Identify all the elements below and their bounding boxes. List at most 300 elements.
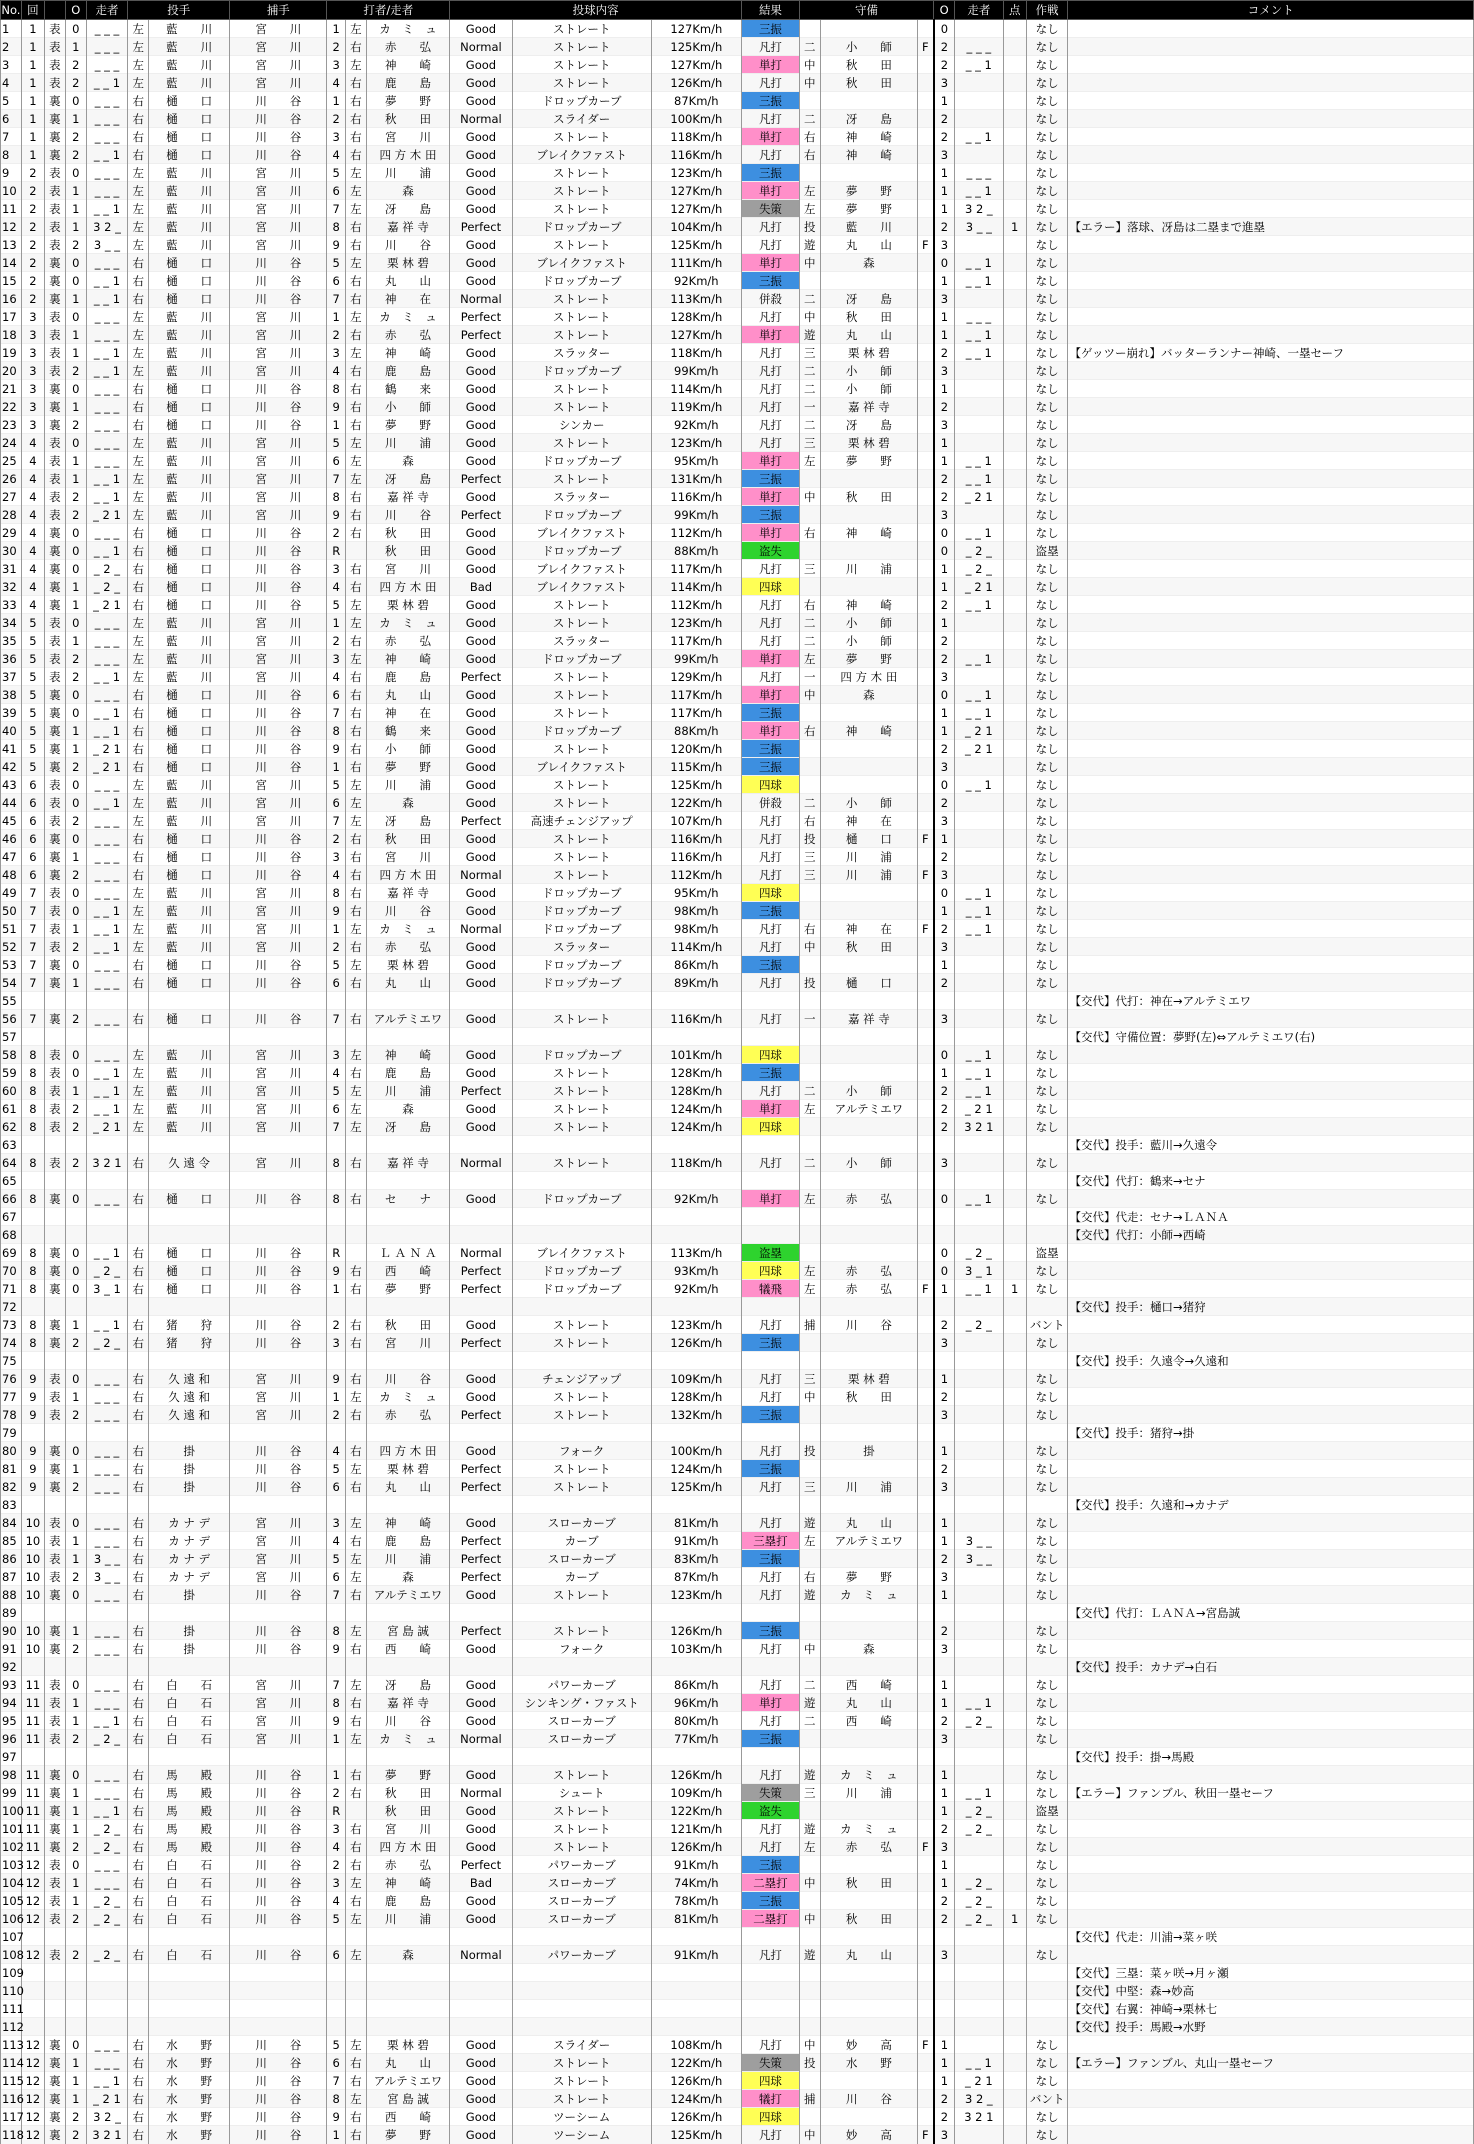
- cell-pitcher-hand: 右: [128, 524, 149, 542]
- cell-runners: 3 2 1: [86, 2126, 128, 2144]
- cell-comment: [1068, 1262, 1474, 1280]
- table-row: [1, 1334, 1474, 1352]
- cell-outs-after: 3: [934, 1406, 955, 1424]
- cell-strategy: [1026, 1352, 1068, 1370]
- cell-pitch-type: ドロップカーブ: [512, 1046, 651, 1064]
- cell-fielder: 嘉 祥 寺: [820, 398, 917, 416]
- cell-speed: 125Km/h: [651, 1478, 741, 1496]
- cell-pitch-type: シンカー: [512, 416, 651, 434]
- cell-speed: [651, 2000, 741, 2018]
- cell-half: 表: [44, 650, 65, 668]
- cell-fielder: [820, 1856, 917, 1874]
- cell-fielder: [820, 470, 917, 488]
- cell-row-no: 99: [1, 1784, 22, 1802]
- cell-strategy: なし: [1026, 2108, 1068, 2126]
- cell-quality: Good: [450, 2090, 513, 2108]
- cell-runs: [1003, 1802, 1026, 1820]
- cell-pitcher: [149, 992, 230, 1010]
- cell-fielder: 赤 弘: [820, 1838, 917, 1856]
- cell-bat-hand: 左: [345, 200, 366, 218]
- cell-outs: 1: [65, 182, 86, 200]
- cell-runs: [1003, 1316, 1026, 1334]
- cell-row-no: 56: [1, 1010, 22, 1028]
- cell-runners: 3 2 1: [86, 1154, 128, 1172]
- cell-fielder: 秋 田: [820, 1874, 917, 1892]
- cell-runners-after: _ _ 1: [955, 776, 1004, 794]
- cell-bat-order: 1: [327, 1280, 346, 1298]
- cell-comment: [1068, 1694, 1474, 1712]
- cell-runners: [86, 1424, 128, 1442]
- cell-catcher: 川 谷: [230, 2072, 327, 2090]
- header-half: [44, 1, 65, 20]
- cell-runners-after: [955, 992, 1004, 1010]
- cell-speed: 118Km/h: [651, 128, 741, 146]
- cell-outs-after: 1: [934, 614, 955, 632]
- cell-outs-after: [934, 992, 955, 1010]
- cell-pitcher: 藍 川: [149, 38, 230, 56]
- cell-pitcher: [149, 2000, 230, 2018]
- cell-runners-after: _ 2 1: [955, 578, 1004, 596]
- cell-runners-after: [955, 812, 1004, 830]
- cell-result: 凡打: [742, 434, 800, 452]
- cell-row-no: 87: [1, 1568, 22, 1586]
- cell-runners-after: _ 2 _: [955, 1244, 1004, 1262]
- cell-catcher: 宮 川: [230, 938, 327, 956]
- cell-batter: 四 方 木 田: [366, 866, 449, 884]
- cell-bat-hand: 右: [345, 704, 366, 722]
- cell-row-no: 115: [2, 2073, 24, 2088]
- cell-result: 単打: [742, 326, 800, 344]
- cell-result: 凡打: [742, 1154, 800, 1172]
- cell-outs: 0: [65, 380, 86, 398]
- cell-foul-flag: [917, 308, 933, 326]
- cell-inning: 12: [21, 2036, 44, 2054]
- cell-half: [44, 1982, 65, 2000]
- cell-comment: 【エラー】ファンブル、秋田一塁セーフ: [1068, 1784, 1474, 1802]
- cell-pitcher: 樋 口: [149, 542, 230, 560]
- cell-strategy: なし: [1026, 1946, 1068, 1964]
- cell-runners: _ _ _: [86, 1676, 128, 1694]
- cell-pitch-type: ストレート: [512, 1478, 651, 1496]
- cell-result: 凡打: [742, 1946, 800, 1964]
- cell-fielder: [820, 1424, 917, 1442]
- cell-runners-after: _ _ 1: [955, 1694, 1004, 1712]
- cell-bat-order: 3: [327, 848, 346, 866]
- cell-batter: 秋 田: [366, 1316, 449, 1334]
- cell-quality: Good: [450, 632, 513, 650]
- cell-comment: [1068, 650, 1474, 668]
- cell-row-no: 46: [1, 830, 22, 848]
- cell-bat-hand: 左: [345, 1082, 366, 1100]
- cell-strategy: なし: [1026, 200, 1068, 218]
- cell-pitcher: [149, 1028, 230, 1046]
- cell-half: 裏: [44, 686, 65, 704]
- cell-speed: 126Km/h: [651, 2108, 741, 2126]
- cell-strategy: なし: [1026, 164, 1068, 182]
- cell-strategy: [1026, 1658, 1068, 1676]
- cell-strategy: なし: [1026, 758, 1068, 776]
- cell-speed: 126Km/h: [651, 1334, 741, 1352]
- cell-bat-hand: 右: [345, 578, 366, 596]
- cell-bat-hand: 右: [345, 1766, 366, 1784]
- cell-runners-after: _ 2 _: [955, 1316, 1004, 1334]
- cell-runners: _ _ _: [86, 848, 128, 866]
- cell-bat-hand: 右: [345, 686, 366, 704]
- cell-pitcher: 久 遠 和: [149, 1388, 230, 1406]
- cell-outs: 1: [65, 344, 86, 362]
- cell-row-no: 61: [1, 1100, 22, 1118]
- cell-comment: [1068, 830, 1474, 848]
- cell-batter: 川 浦: [366, 1910, 449, 1928]
- cell-result: 単打: [742, 650, 800, 668]
- cell-result: 凡打: [742, 632, 800, 650]
- cell-runners: _ _ 1: [86, 74, 128, 92]
- cell-runs: [1003, 1370, 1026, 1388]
- cell-catcher: [230, 2018, 327, 2036]
- cell-strategy: なし: [1026, 254, 1068, 272]
- cell-outs-after: 1: [934, 380, 955, 398]
- cell-runners-after: [955, 380, 1004, 398]
- cell-quality: Good: [450, 452, 513, 470]
- cell-comment: 【交代】右翼：神崎→栗林七: [1068, 2000, 1474, 2018]
- cell-bat-hand: 右: [345, 866, 366, 884]
- cell-foul-flag: [917, 1712, 933, 1730]
- cell-pitch-type: カーブ: [512, 1532, 651, 1550]
- cell-half: 表: [44, 1118, 65, 1136]
- cell-speed: 116Km/h: [651, 848, 741, 866]
- cell-bat-hand: 右: [345, 722, 366, 740]
- cell-speed: 108Km/h: [651, 2036, 741, 2054]
- cell-runners: _ _ _: [86, 1190, 128, 1208]
- cell-outs: [65, 1208, 86, 1226]
- cell-runners: _ _ _: [86, 1856, 128, 1874]
- cell-half: 表: [44, 884, 65, 902]
- cell-result: [742, 1604, 800, 1622]
- cell-pitch-type: ツーシーム: [512, 2126, 651, 2144]
- cell-pitch-type: ドロップカーブ: [512, 722, 651, 740]
- cell-half: 表: [44, 1892, 65, 1910]
- cell-comment: 【交代】投手：久遠令→久遠和: [1068, 1352, 1474, 1370]
- cell-pitcher-hand: 右: [128, 596, 149, 614]
- cell-inning: 2: [21, 290, 44, 308]
- cell-half: 表: [44, 902, 65, 920]
- cell-result: 盗失: [742, 1802, 800, 1820]
- cell-quality: Good: [450, 902, 513, 920]
- cell-runners: _ 2 _: [86, 1946, 128, 1964]
- cell-fielder: [820, 776, 917, 794]
- cell-runners: [86, 1028, 128, 1046]
- cell-foul-flag: [917, 470, 933, 488]
- cell-pitcher-hand: 左: [128, 74, 149, 92]
- cell-pitcher: 藍 川: [149, 182, 230, 200]
- cell-speed: 124Km/h: [651, 2090, 741, 2108]
- cell-outs: 0: [65, 902, 86, 920]
- cell-bat-hand: 右: [345, 1190, 366, 1208]
- cell-batter: 赤 弘: [366, 938, 449, 956]
- cell-half: 裏: [44, 596, 65, 614]
- cell-foul-flag: [917, 686, 933, 704]
- table-row: [1, 1154, 1474, 1172]
- cell-fielder-pos: 三: [799, 866, 820, 884]
- cell-strategy: [1026, 1982, 1068, 2000]
- cell-runners-after: [955, 290, 1004, 308]
- cell-batter: 川 浦: [366, 776, 449, 794]
- cell-bat-hand: [345, 2000, 366, 2018]
- cell-pitcher-hand: 左: [128, 920, 149, 938]
- table-row: [1, 1622, 1474, 1640]
- cell-fielder-pos: 中: [799, 56, 820, 74]
- cell-runners-after: _ 2 _: [955, 1892, 1004, 1910]
- cell-comment: 【交代】代走：川浦→菜ヶ咲: [1068, 1928, 1474, 1946]
- cell-runs: [1003, 308, 1026, 326]
- cell-outs-after: 2: [934, 1118, 955, 1136]
- cell-comment: [1068, 38, 1474, 56]
- cell-fielder-pos: 投: [799, 2054, 820, 2072]
- cell-strategy: バント: [1026, 1316, 1068, 1334]
- cell-fielder-pos: 三: [799, 434, 820, 452]
- cell-row-no: 103: [2, 1857, 24, 1872]
- cell-pitcher: 樋 口: [149, 380, 230, 398]
- cell-catcher: 宮 川: [230, 920, 327, 938]
- cell-fielder: [820, 1352, 917, 1370]
- cell-bat-hand: [345, 1136, 366, 1154]
- cell-pitcher-hand: 右: [128, 1190, 149, 1208]
- cell-runners-after: [955, 2126, 1004, 2144]
- cell-catcher: 川 谷: [230, 866, 327, 884]
- cell-bat-order: 3: [327, 1046, 346, 1064]
- cell-runners: [86, 1172, 128, 1190]
- cell-strategy: なし: [1026, 740, 1068, 758]
- cell-bat-order: [327, 1226, 346, 1244]
- cell-pitch-type: シンキング・ファスト: [512, 1694, 651, 1712]
- header-pitch: 投球内容: [450, 1, 742, 20]
- cell-pitch-type: ストレート: [512, 1064, 651, 1082]
- cell-inning: 5: [21, 632, 44, 650]
- cell-quality: Good: [450, 650, 513, 668]
- cell-fielder-pos: 二: [799, 1676, 820, 1694]
- cell-pitcher: 藍 川: [149, 668, 230, 686]
- cell-runs: [1003, 1982, 1026, 2000]
- cell-pitcher: 樋 口: [149, 830, 230, 848]
- cell-fielder: 小 師: [820, 794, 917, 812]
- cell-row-no: 1: [1, 20, 22, 38]
- table-row: [1, 362, 1474, 380]
- cell-result: [742, 1028, 800, 1046]
- cell-runners: _ _ _: [86, 1586, 128, 1604]
- cell-fielder-pos: 中: [799, 308, 820, 326]
- table-row: [1, 596, 1474, 614]
- cell-runs: [1003, 470, 1026, 488]
- cell-bat-hand: 右: [345, 128, 366, 146]
- cell-strategy: [1026, 1928, 1068, 1946]
- cell-quality: Bad: [450, 578, 513, 596]
- cell-inning: [21, 1982, 44, 2000]
- cell-speed: [651, 1964, 741, 1982]
- cell-result: 単打: [742, 524, 800, 542]
- cell-foul-flag: [917, 596, 933, 614]
- cell-speed: 112Km/h: [651, 866, 741, 884]
- cell-row-no: 49: [1, 884, 22, 902]
- cell-strategy: なし: [1026, 830, 1068, 848]
- cell-outs-after: 2: [934, 1910, 955, 1928]
- cell-half: 表: [44, 794, 65, 812]
- cell-runners-after: [955, 1946, 1004, 1964]
- cell-fielder-pos: 遊: [799, 1946, 820, 1964]
- cell-pitcher-hand: 右: [128, 1784, 149, 1802]
- cell-fielder: 西 崎: [820, 1712, 917, 1730]
- cell-half: 表: [44, 1406, 65, 1424]
- cell-strategy: なし: [1026, 1550, 1068, 1568]
- cell-outs-after: 3: [934, 1478, 955, 1496]
- cell-runners: _ _ _: [86, 1532, 128, 1550]
- cell-runners-after: _ 2 1: [955, 722, 1004, 740]
- cell-fielder-pos: [799, 1172, 820, 1190]
- cell-pitch-type: [512, 1928, 651, 1946]
- cell-foul-flag: [917, 1208, 933, 1226]
- table-row: [1, 2036, 1474, 2054]
- cell-bat-order: 9: [327, 2108, 346, 2126]
- cell-inning: 10: [21, 1568, 44, 1586]
- cell-pitcher-hand: 右: [128, 2072, 149, 2090]
- cell-pitch-type: [512, 1964, 651, 1982]
- cell-catcher: 宮 川: [230, 776, 327, 794]
- cell-batter: 神 崎: [366, 1874, 449, 1892]
- cell-half: 裏: [44, 722, 65, 740]
- cell-pitch-type: [512, 992, 651, 1010]
- cell-pitcher: 樋 口: [149, 758, 230, 776]
- cell-pitch-type: ストレート: [512, 398, 651, 416]
- cell-fielder-pos: 遊: [799, 326, 820, 344]
- cell-batter: 鹿 島: [366, 1532, 449, 1550]
- cell-pitcher-hand: 右: [128, 1010, 149, 1028]
- cell-speed: 86Km/h: [651, 1676, 741, 1694]
- cell-runners-after: [955, 2000, 1004, 2018]
- cell-runs: [1003, 128, 1026, 146]
- cell-comment: [1068, 704, 1474, 722]
- cell-fielder: 冴 島: [820, 110, 917, 128]
- cell-half: 表: [44, 470, 65, 488]
- cell-catcher: 川 谷: [230, 416, 327, 434]
- cell-speed: 91Km/h: [651, 1856, 741, 1874]
- cell-foul-flag: [917, 2000, 933, 2018]
- cell-outs-after: [934, 1208, 955, 1226]
- cell-pitcher-hand: 右: [128, 1712, 149, 1730]
- cell-pitcher: 白 石: [149, 1730, 230, 1748]
- cell-batter: 鹿 島: [366, 1064, 449, 1082]
- cell-pitch-type: [512, 2000, 651, 2018]
- table-row: [1, 326, 1474, 344]
- cell-pitch-type: ストレート: [512, 308, 651, 326]
- cell-fielder-pos: 三: [799, 1370, 820, 1388]
- cell-runners-after: [955, 1334, 1004, 1352]
- cell-inning: 4: [21, 452, 44, 470]
- cell-speed: 123Km/h: [651, 1586, 741, 1604]
- cell-outs-after: 1: [934, 1694, 955, 1712]
- cell-pitcher-hand: 左: [128, 668, 149, 686]
- cell-comment: [1068, 740, 1474, 758]
- cell-catcher: 川 谷: [230, 578, 327, 596]
- cell-foul-flag: [917, 1082, 933, 1100]
- cell-pitcher-hand: 右: [128, 1550, 149, 1568]
- cell-fielder-pos: [799, 2000, 820, 2018]
- cell-row-no: 36: [1, 650, 22, 668]
- cell-bat-order: 7: [327, 1010, 346, 1028]
- cell-outs: 0: [65, 776, 86, 794]
- cell-pitch-type: スラッター: [512, 488, 651, 506]
- cell-row-no: 15: [1, 272, 22, 290]
- cell-half: 裏: [44, 146, 65, 164]
- cell-strategy: なし: [1026, 74, 1068, 92]
- cell-strategy: なし: [1026, 290, 1068, 308]
- cell-batter: 秋 田: [366, 110, 449, 128]
- cell-bat-order: 2: [327, 938, 346, 956]
- cell-bat-hand: 右: [345, 1262, 366, 1280]
- cell-pitcher: カ ナ デ: [149, 1568, 230, 1586]
- cell-runs: [1003, 92, 1026, 110]
- table-row: [1, 1910, 1474, 1928]
- cell-fielder-pos: [799, 1982, 820, 2000]
- cell-bat-hand: 左: [345, 1046, 366, 1064]
- table-row: [1, 578, 1474, 596]
- cell-inning: 11: [21, 1802, 44, 1820]
- cell-fielder: 神 在: [820, 920, 917, 938]
- cell-inning: 8: [21, 1316, 44, 1334]
- cell-comment: 【交代】投手：藍川→久遠令: [1068, 1136, 1474, 1154]
- cell-quality: Perfect: [450, 218, 513, 236]
- cell-fielder-pos: 左: [799, 1190, 820, 1208]
- cell-foul-flag: [917, 254, 933, 272]
- cell-result: 三振: [742, 92, 800, 110]
- cell-quality: [450, 1496, 513, 1514]
- cell-result: 三振: [742, 1730, 800, 1748]
- cell-pitch-type: ストレート: [512, 38, 651, 56]
- cell-bat-order: [327, 1136, 346, 1154]
- cell-quality: Good: [450, 686, 513, 704]
- cell-quality: Perfect: [450, 1460, 513, 1478]
- cell-inning: 1: [21, 128, 44, 146]
- cell-quality: Good: [450, 722, 513, 740]
- cell-bat-order: 7: [327, 470, 346, 488]
- cell-bat-order: 2: [327, 110, 346, 128]
- cell-comment: [1068, 1010, 1474, 1028]
- cell-bat-hand: 左: [345, 20, 366, 38]
- cell-half: 裏: [44, 848, 65, 866]
- cell-catcher: [230, 1424, 327, 1442]
- cell-outs-after: 3: [934, 1838, 955, 1856]
- cell-result: 四球: [742, 2072, 800, 2090]
- cell-outs: 2: [65, 74, 86, 92]
- cell-fielder: 妙 高: [820, 2126, 917, 2144]
- cell-inning: [21, 1352, 44, 1370]
- cell-outs: [65, 1172, 86, 1190]
- table-row: [1, 524, 1474, 542]
- cell-result: 単打: [742, 1100, 800, 1118]
- cell-comment: [1068, 1514, 1474, 1532]
- cell-quality: Good: [450, 488, 513, 506]
- cell-comment: [1068, 2072, 1474, 2090]
- cell-strategy: なし: [1026, 1730, 1068, 1748]
- cell-runs: [1003, 632, 1026, 650]
- cell-half: 表: [44, 56, 65, 74]
- cell-fielder: [820, 1334, 917, 1352]
- cell-comment: [1068, 452, 1474, 470]
- cell-row-no: 53: [1, 956, 22, 974]
- cell-pitcher-hand: 右: [128, 110, 149, 128]
- cell-result: 単打: [742, 56, 800, 74]
- cell-fielder-pos: 二: [799, 380, 820, 398]
- cell-runners-after: [955, 1964, 1004, 1982]
- cell-comment: [1068, 1190, 1474, 1208]
